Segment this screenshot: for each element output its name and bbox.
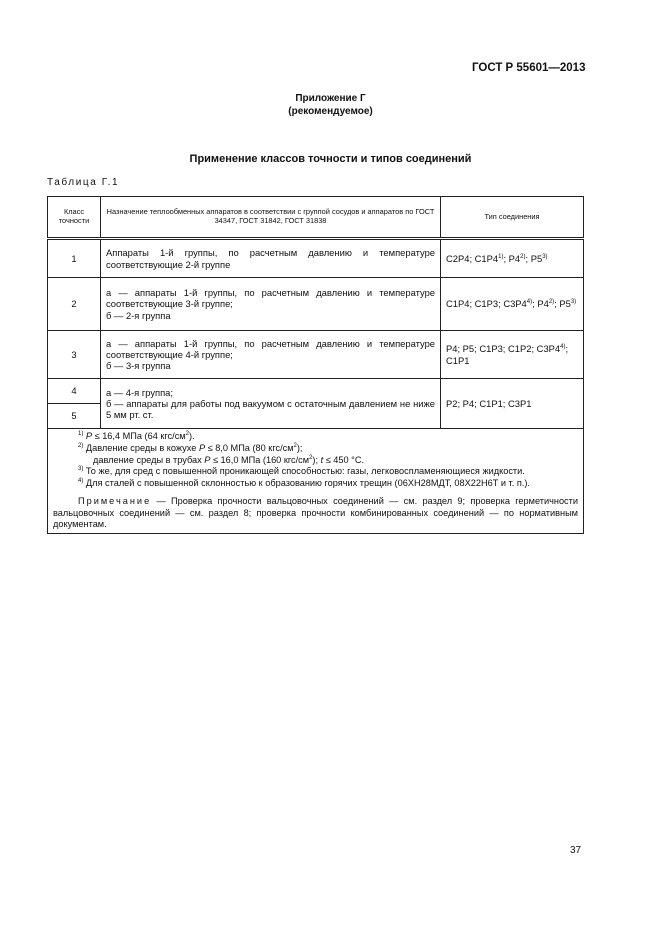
footnote-4: $^{4)}$ Для сталей с повышенной склонностью к образованию горячих трещин (06ХН28МДТ, 08Х22Н6Т и т. п.). <box>78 478 530 489</box>
footnote-2: $^{2)}$ Давление среды в кожухе P ≤ 8,0 МПа (80 кгс/$см^2$); <box>78 442 303 453</box>
header-joint-type: Тип соединения <box>441 197 584 239</box>
table-row <box>48 379 584 404</box>
accuracy-class-table <box>47 196 584 534</box>
purpose-cell: а — аппараты 1-й группы, по расчетным давлению и температуре соответствующие 4-й группе; б — 3-я группа <box>101 331 441 379</box>
footnote-1: $^{1)}$ P ≤ 16,4 МПа (64 кгс/$см^2$). <box>78 430 195 441</box>
class-cell: 1 <box>48 239 101 278</box>
class-cell: 4 <box>48 379 101 404</box>
joint-cell: P4; P5; C1P3; C1P2; C3P4$^{4)}$; C1P1 <box>441 331 584 379</box>
class-cell: 5 <box>48 404 101 429</box>
footnotes-cell <box>48 429 584 534</box>
table-note <box>53 496 578 531</box>
footnote-2-continued: давление среды в трубах P ≤ 16,0 МПа (160 кгс/$см^2$); t ≤ 450 °С. <box>93 454 365 465</box>
class-cell: 2 <box>48 278 101 331</box>
table-row <box>48 278 584 331</box>
joint-cell: P2; P4; C1P1; C3P1 <box>441 379 584 429</box>
table-header-row <box>48 197 584 239</box>
purpose-cell: а — аппараты 1-й группы, по расчетным давлению и температуре соответствующие 3-й группе; б — 2-я группа <box>101 278 441 331</box>
note-label: Примечание <box>78 495 152 506</box>
table-row <box>48 239 584 278</box>
footnote-3: $^{3)}$ То же, для сред с повышенной проникающей способностью: газы, легковоспламеняющиеся жидкости. <box>78 466 525 477</box>
table-row <box>48 331 584 379</box>
section-title: Применение классов точности и типов соединений <box>189 153 472 165</box>
note-text: — Проверка прочности вальцовочных соединений — см. раздел 9; проверка герметичности вальцовочных соединений — см. раздел 8; проверка прочности комбинированных соединений — по нормативным документам. <box>53 495 578 530</box>
header-class: Класс точности <box>48 197 101 239</box>
purpose-cell: а — 4-я группа; б — аппараты для работы под вакуумом с остаточным давлением не ниже 5 мм рт. ст. <box>101 379 441 429</box>
table-caption: Таблица Г.1 <box>47 177 120 188</box>
page-number: 37 <box>570 845 582 856</box>
joint-cell: C1P4; C1P3; C3P4$^{4)}$; P4$^{2)}$; P5$^{3)}$ <box>441 278 584 331</box>
appendix-status: (рекомендуемое) <box>288 106 373 117</box>
footnotes-row <box>48 429 584 534</box>
purpose-cell: Аппараты 1-й группы, по расчетным давлению и температуре соответствующие 2-й группе <box>101 239 441 278</box>
header-purpose: Назначение теплообменных аппаратов в соответствии с группой сосудов и аппаратов по ГОСТ 34347, ГОСТ 31842, ГОСТ 31838 <box>101 197 441 239</box>
appendix-title: Приложение Г <box>295 93 366 104</box>
standard-number: ГОСТ Р 55601—2013 <box>472 62 586 74</box>
joint-cell: C2P4; C1P4$^{1)}$; P4$^{2)}$; P5$^{3)}$ <box>441 239 584 278</box>
class-cell: 3 <box>48 331 101 379</box>
